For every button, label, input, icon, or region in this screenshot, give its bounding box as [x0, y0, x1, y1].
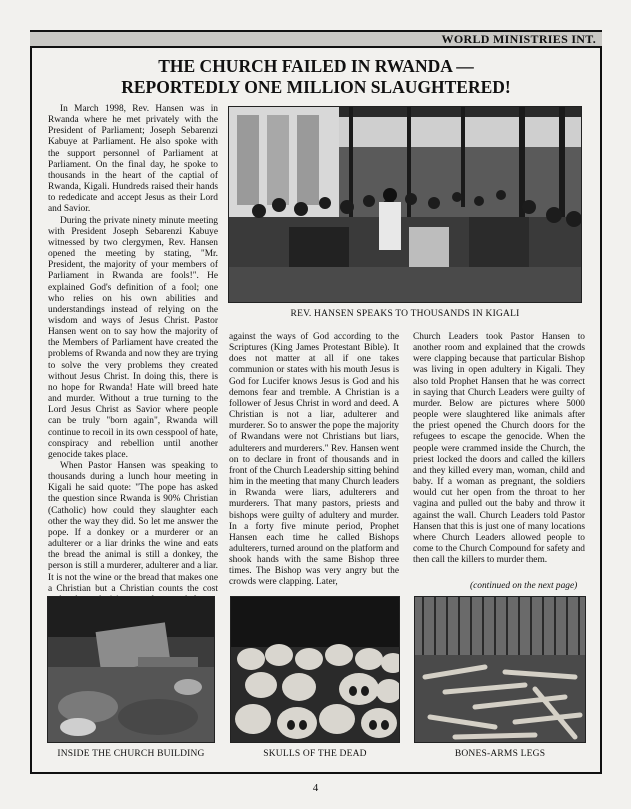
article-column-2: [229, 332, 399, 589]
article-column-3: [413, 332, 585, 566]
photo-bones: [414, 596, 586, 743]
header-bar: [30, 30, 602, 48]
caption-bones: BONES-ARMS LEGS: [454, 749, 546, 759]
headline-line-2: REPORTEDLY ONE MILLION SLAUGHTERED!: [121, 77, 511, 97]
publication-name: WORLD MINISTRIES INT.: [441, 32, 596, 46]
main-photo-caption: REV. HANSEN SPEAKS TO THOUSANDS IN KIGALI: [290, 309, 520, 319]
continued-note: (continued on the next page): [470, 581, 578, 591]
headline-line-1: THE CHURCH FAILED IN RWANDA —: [158, 56, 474, 76]
photo-skulls: [230, 596, 400, 743]
article-paragraph: During the private ninety minute meeting with President Joseph Sebarenzi Kabuye witnessed by two clergymen, Rev. Hansen opened the meeting by stating, "Mr. President, the majority of your members of Parliament in Rwanda are fools!". He explained God's definition of a fool; one who relies on his own abilities and understandings instead of relying on the wisdom and ways of Jesus Christ. Pastor Hansen went on to say how the majority of the Members of Parliament have created the problems of Rwanda and now they are trying to solve the very problems they created without Jesus Christ. In doing this, there is no hope for Rwanda! Hate will breed hate and murder. Without a true turning to the Lord Jesus Christ as Savior where people can be truly "born again", Rwanda will continue to recoil in its own cesspool of hate, conspiracy and rebellion until another genocide takes place.: [48, 215, 219, 460]
article-paragraph: against the ways of God according to the Scriptures (King James Protestant Bible). It does not matter at all if one takes communion or states with his mouth Jesus is God for Lucifer knows Jesus is God and his demons fear and tremble. A Christian is a follower of Jesus Christ in word and deed. A Christian is not a liar, adulterer and murderer. So to answer the pope the majority of Rwandans were not Christians but liars, adulterers and murderers." Rev. Hansen went on to declare in front of thousands and in front of the Church Leadership sitting behind him in the meeting that many Church leaders in Rwanda were liars, adulterers and murderers. That many pastors, priests and bishops were guilty of adultery and murder. In a forty five minute period, Prophet Hansen each time he called Bishops adulterers, turned around on the platform and shook hands with the same Bishop three times. The Bishop was very angry but the crowds were clapping. Later,: [229, 332, 399, 588]
page-number: 4: [312, 782, 319, 794]
photo-church-interior: [47, 596, 215, 743]
article-paragraph: Church Leaders took Pastor Hansen to another room and explained that the crowds were clapping because that particular Bishop was living in open adultery in Kigali. They also told Prophet Hansen that he was correct in saying that Church Leaders were guilty of murder. Below are pictures where 5000 people were slaughtered like animals after the priest opened the Church doors for the refugees to escape the genocide. When the people were crammed inside the Church, the priest locked the doors and called the killers and they killed every man, woman, child and baby. If a woman as pregnant, the soldiers would cut her open from the throat to her vagina and pulled out the baby and throw it against the wall. Church Leaders told Pastor Hansen that this is just one of many locations where Church Leaders allowed people to come to the Church Compound for safety and then call the killers to murder them.: [413, 332, 585, 566]
caption-church-interior: INSIDE THE CHURCH BUILDING: [57, 749, 205, 759]
headline: [40, 56, 592, 98]
photo-kigali-crowd: [228, 106, 582, 303]
article-paragraph: In March 1998, Rev. Hansen was in Rwanda where he met privately with the President of Parliament; Joseph Sebarenzi Kabuye at Parliament. He also spoke with the support personnel of Parliament at Parliament. On the final day, he spoke to thousands in the heart of the captial of Rwanda, Kigali. Hundreds raised their hands to rededicate and accept Jesus as their Lord and Savior.: [48, 104, 218, 215]
article-paragraph: When Pastor Hansen was speaking to thousands during a lunch hour meeting in Kigali he said quote: "The pope has asked the question since Rwanda is 90% Christian (Catholic) how could they slaughter each other the way they did. So let me answer the pope. If a donkey or a murderer or an adulterer or a liar drinks the wine and eats the bread the animal is still a donkey, the person is still a murderer, adulterer and a liar. It is not the wine or the bread that makes one a Christian but a Christian counts the cost: [48, 461, 218, 594]
article-column-1: [48, 104, 218, 606]
caption-skulls: SKULLS OF THE DEAD: [263, 749, 367, 759]
